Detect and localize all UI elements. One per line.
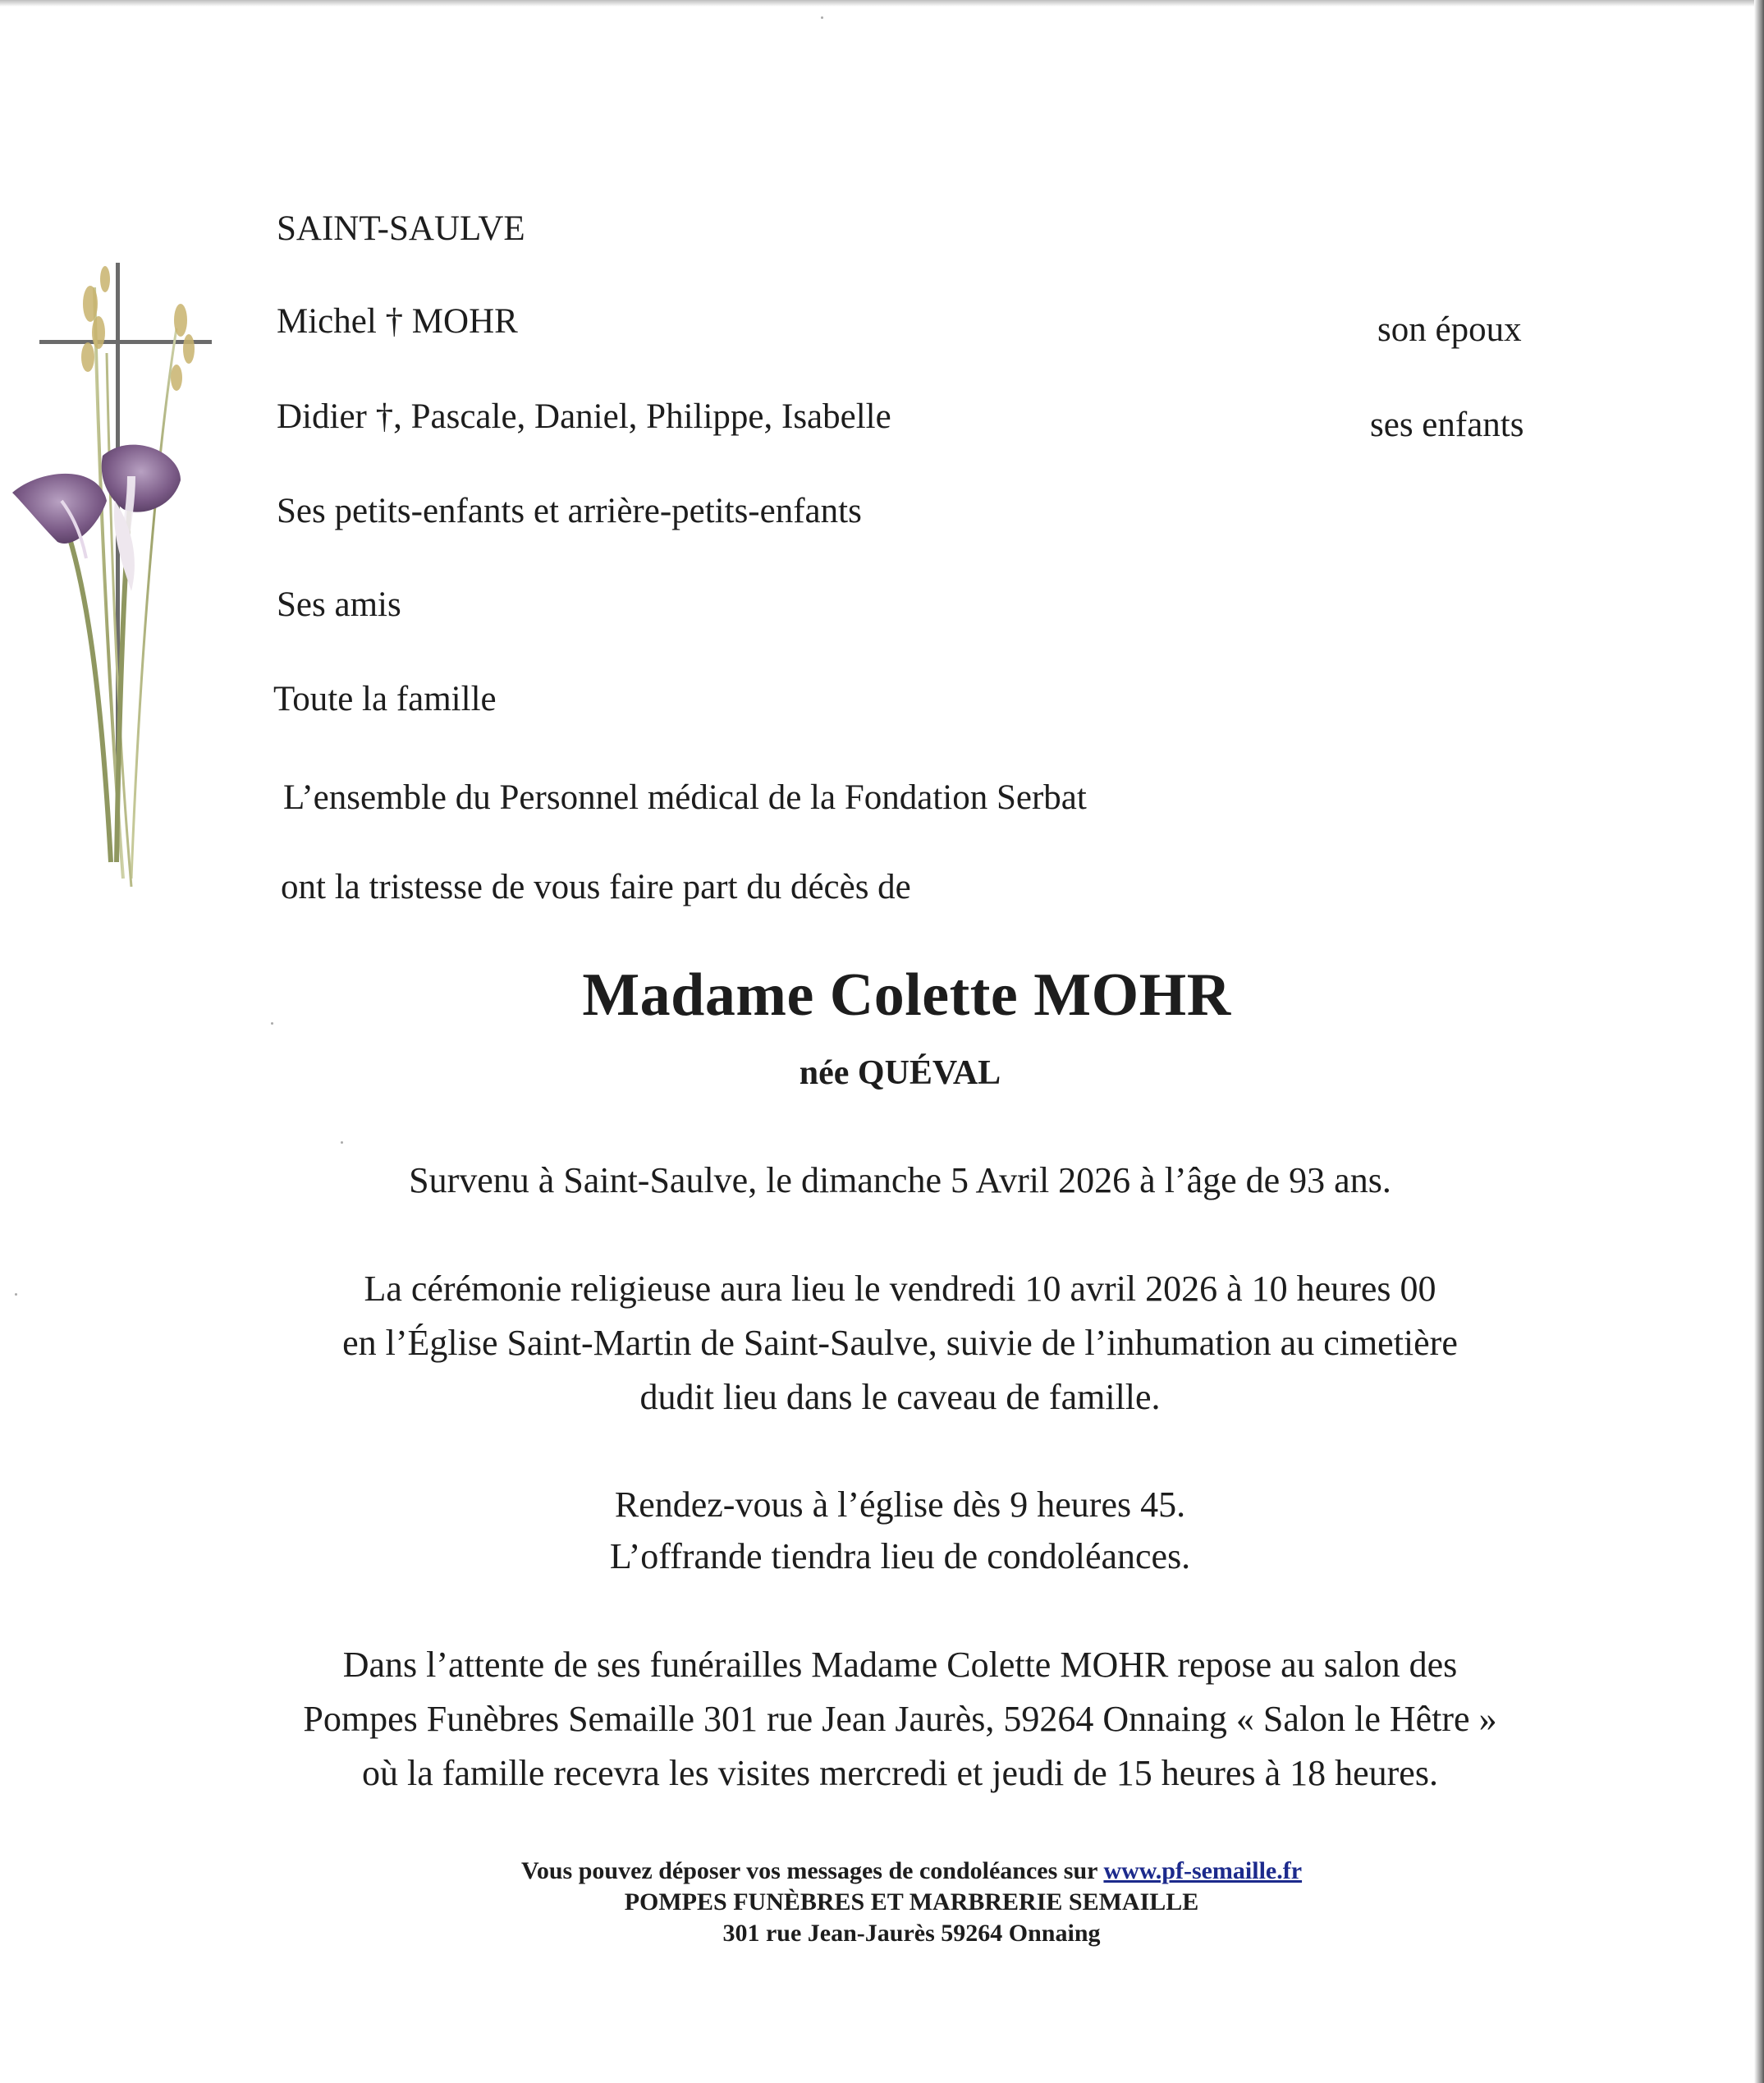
maiden-name: née QUÉVAL: [799, 1054, 1001, 1092]
death-info: Survenu à Saint-Saulve, le dimanche 5 Avril 2026 à l’âge de 93 ans.: [409, 1160, 1391, 1200]
announcement-line: ont la tristesse de vous faire part du décès de: [281, 868, 911, 906]
visitation-line: Pompes Funèbres Semaille 301 rue Jean Jaurès, 59264 Onnaing « Salon le Hêtre »: [303, 1699, 1497, 1739]
family-line-whole-family: Toute la famille: [273, 680, 497, 718]
scan-speck: [341, 1141, 343, 1144]
cross-with-calla-lily-and-wheat-icon: [8, 255, 230, 895]
condolences-message: [30, 1856, 1764, 1887]
family-relation-spouse: son époux: [1377, 310, 1522, 349]
visitation-line: où la famille recevra les visites mercredi et jeudi de 15 heures à 18 heures.: [362, 1753, 1438, 1793]
family-line-friends: Ses amis: [277, 585, 401, 624]
ceremony-line: La cérémonie religieuse aura lieu le vendredi 10 avril 2026 à 10 heures 00: [364, 1269, 1436, 1309]
condolences-message-text: Vous pouvez déposer vos messages de condoléances sur: [520, 1857, 1097, 1884]
meeting-line: Rendez-vous à l’église dès 9 heures 45.: [614, 1484, 1186, 1525]
ceremony-line: dudit lieu dans le caveau de famille.: [639, 1377, 1161, 1417]
company-name: POMPES FUNÈBRES ET MARBRERIE SEMAILLE: [624, 1888, 1199, 1916]
company-address: 301 rue Jean-Jaurès 59264 Onnaing: [722, 1920, 1101, 1947]
town-heading: SAINT-SAULVE: [277, 209, 525, 248]
ceremony-line: en l’Église Saint-Martin de Saint-Saulve, suivie de l’inhumation au cimetière: [342, 1323, 1458, 1363]
family-line-grandchildren: Ses petits-enfants et arrière-petits-enfants: [277, 492, 862, 530]
family-line-medical-staff: L’ensemble du Personnel médical de la Fondation Serbat: [283, 778, 1087, 817]
family-relation-children: ses enfants: [1370, 406, 1524, 444]
family-line-children: Didier †, Pascale, Daniel, Philippe, Isabelle: [277, 397, 891, 436]
website-link[interactable]: www.pf-semaille.fr: [1103, 1857, 1303, 1884]
visitation-line: Dans l’attente de ses funérailles Madame Colette MOHR repose au salon des: [342, 1645, 1458, 1685]
family-line-spouse: Michel † MOHR: [277, 302, 518, 341]
scan-speck: [821, 16, 823, 19]
scan-speck: [15, 1293, 17, 1296]
scan-top-edge: [0, 0, 1764, 7]
deceased-name: Madame Colette MOHR: [582, 961, 1231, 1029]
meeting-line: L’offrande tiendra lieu de condoléances.: [609, 1536, 1191, 1576]
